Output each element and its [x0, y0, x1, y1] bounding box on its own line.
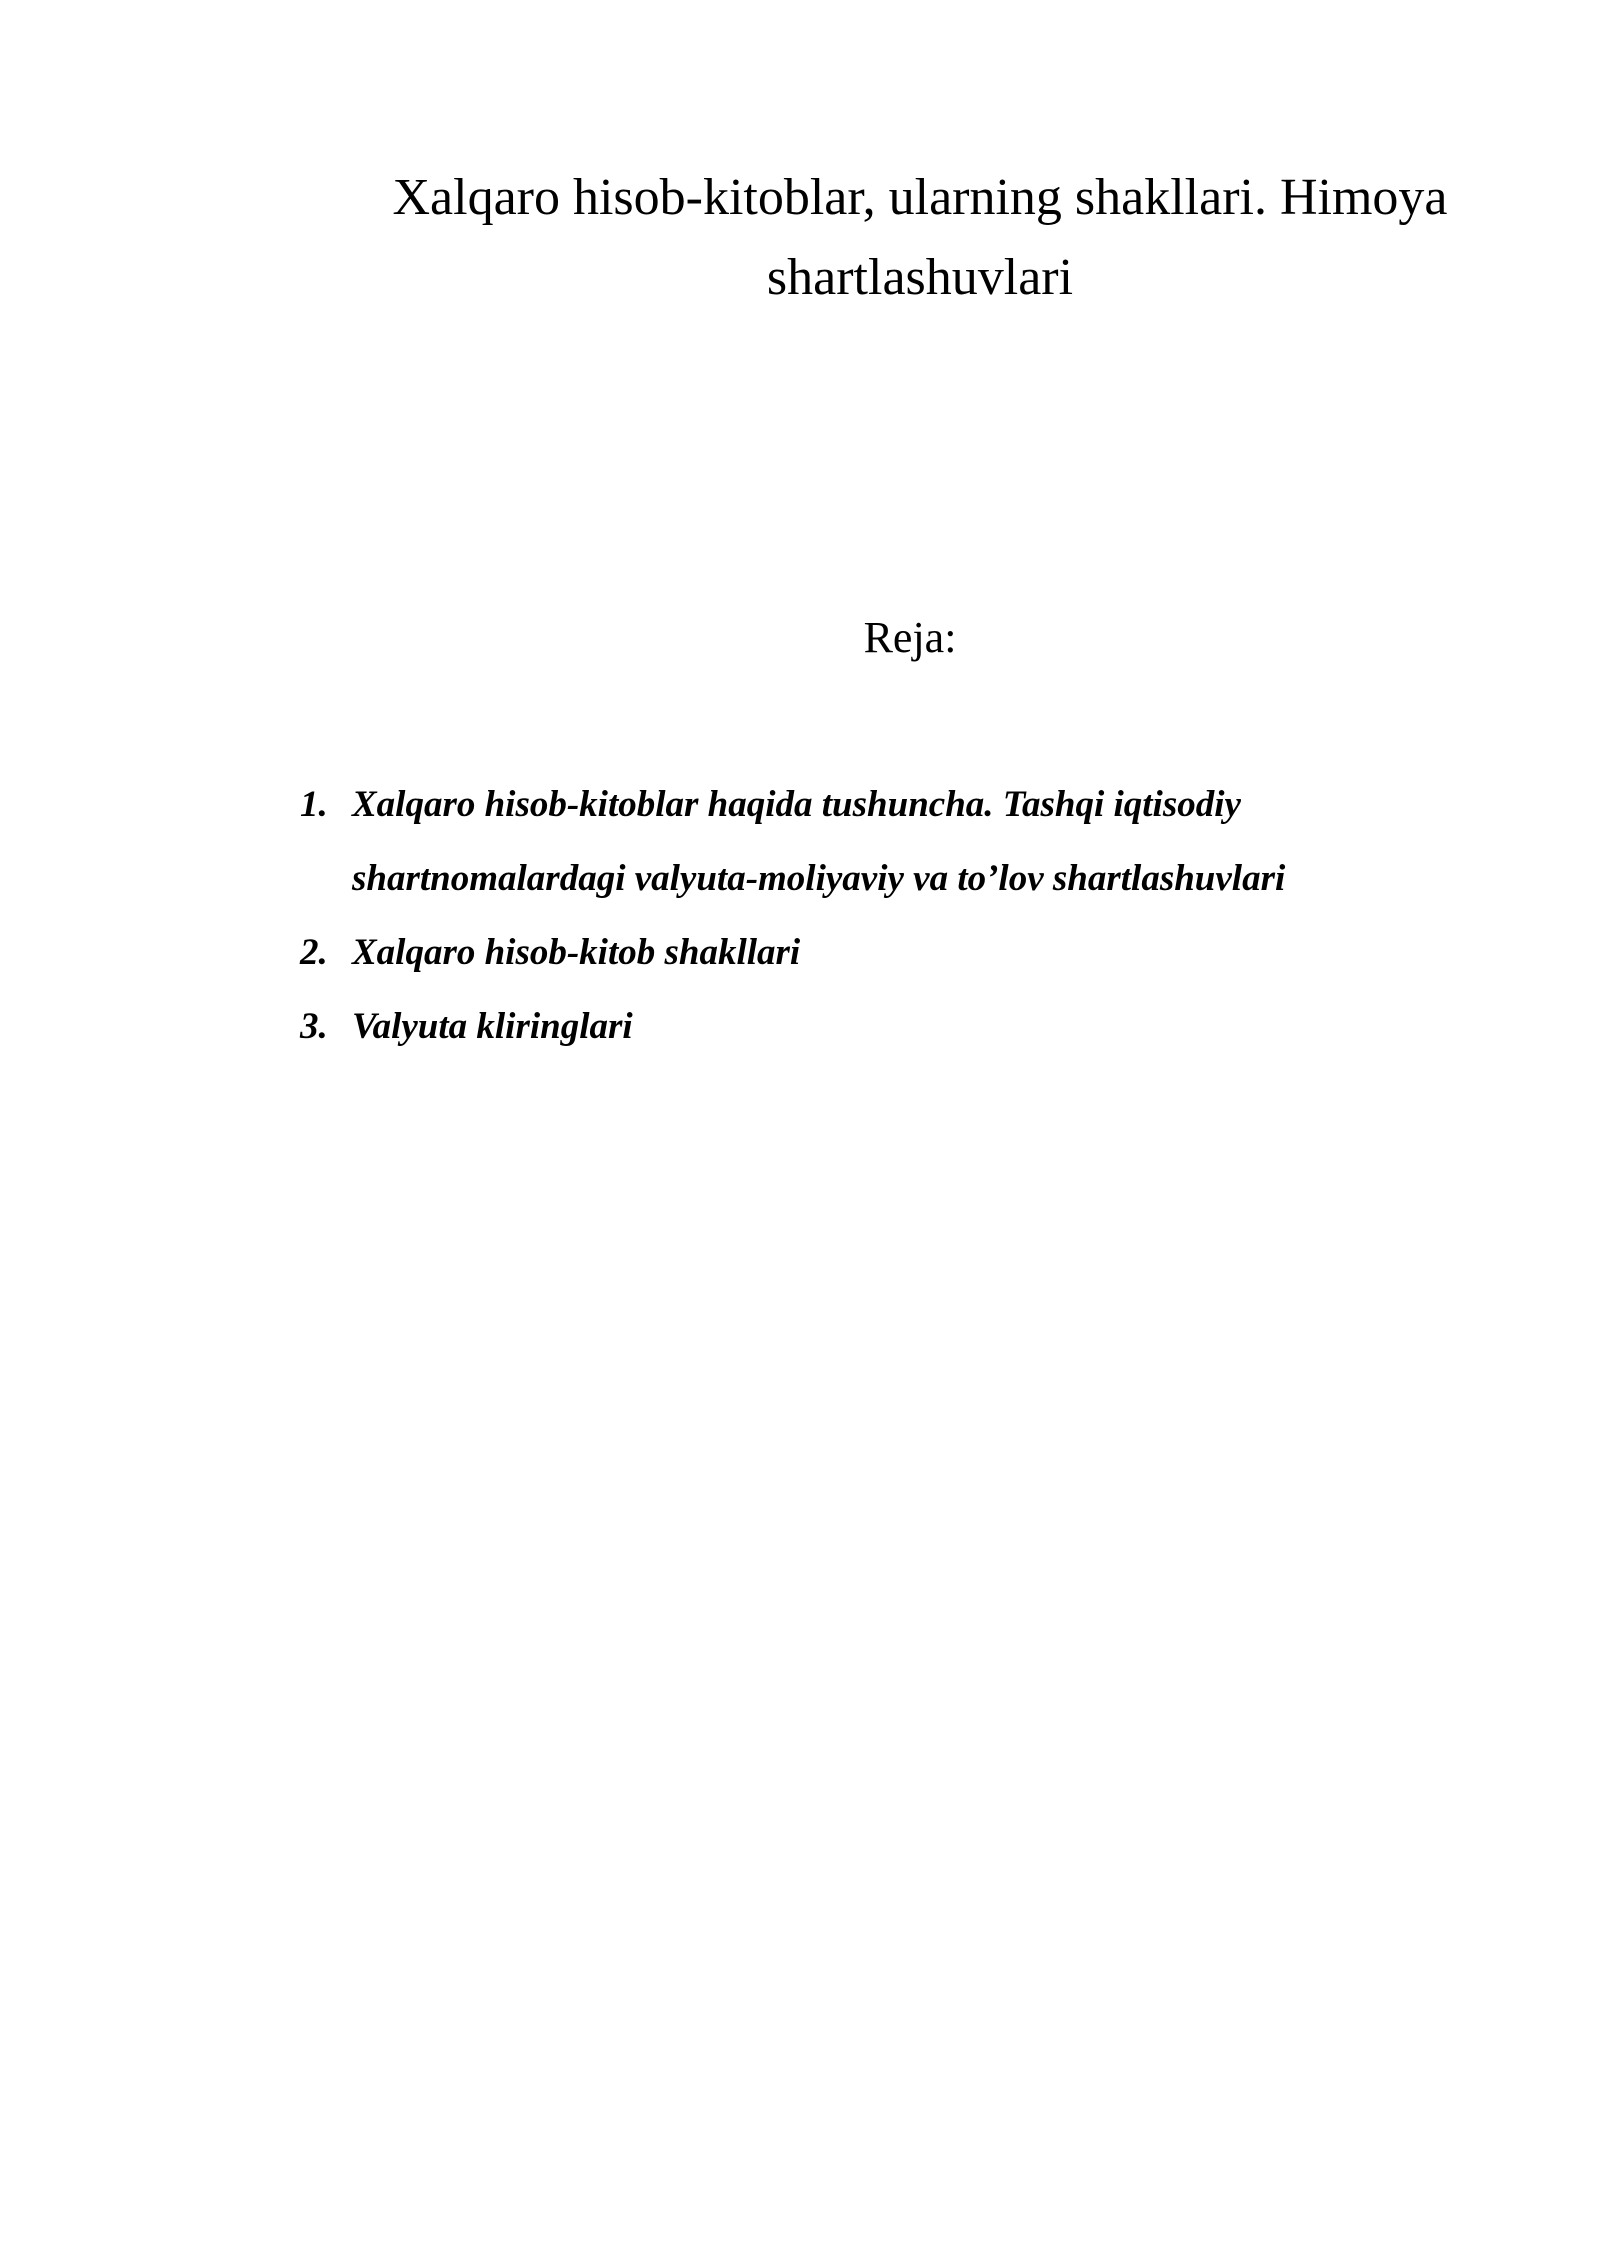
document-title-line-1: Xalqaro hisob-kitoblar, ularning shakllari. Himoya [392, 169, 1448, 226]
plan-item-text-line-1: Xalqaro hisob-kitoblar haqida tushuncha. Tashqi iqtisodiy [352, 784, 1241, 825]
plan-item-text-line-2: shartnomalardagi valyuta-moliyaviy va to’lov shartlashuvlari [352, 858, 1286, 899]
document-title-line-2: shartlashuvlari [766, 249, 1074, 306]
plan-heading: Reja: [863, 613, 957, 662]
plan-item-number: 2. [300, 932, 328, 973]
plan-list [300, 768, 1500, 1064]
plan-item-2 [300, 916, 1500, 990]
document-title [240, 158, 1480, 318]
plan-item-text-line-1: Xalqaro hisob-kitob shakllari [352, 932, 801, 973]
plan-item-text-line-1: Valyuta kliringlari [352, 1006, 633, 1047]
plan-item-number: 1. [300, 784, 328, 825]
plan-item-number: 3. [300, 1006, 328, 1047]
plan-item-3 [300, 990, 1500, 1064]
plan-item-1 [300, 768, 1500, 916]
